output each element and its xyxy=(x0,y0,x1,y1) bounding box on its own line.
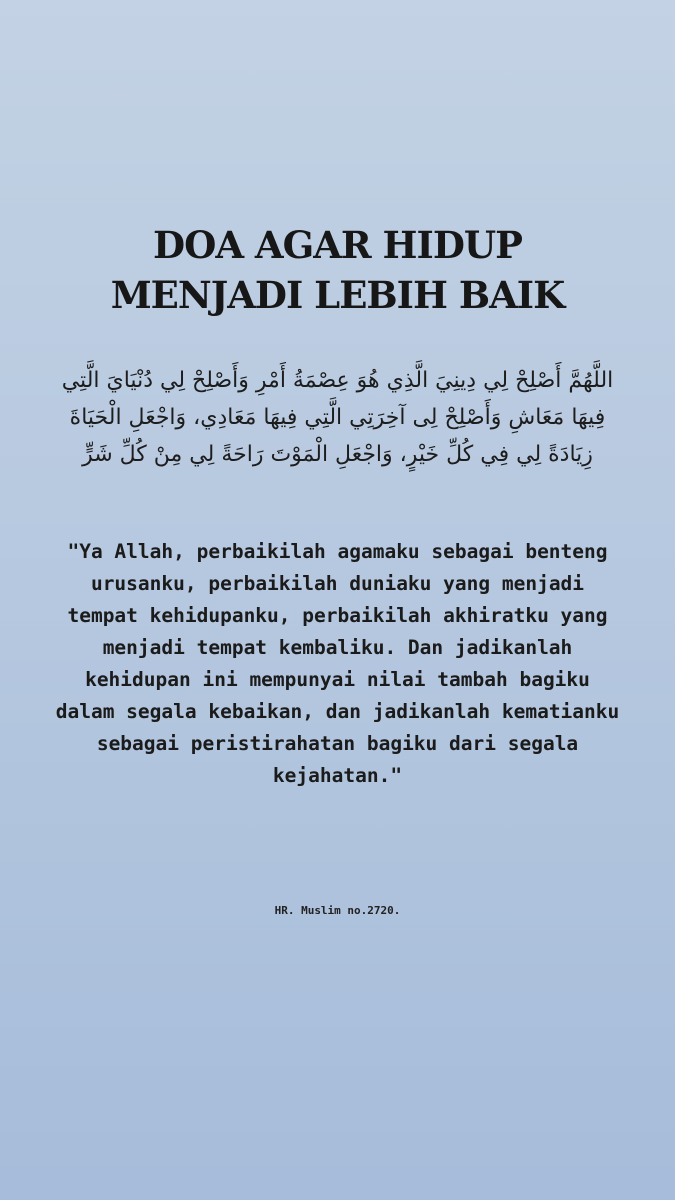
title-line-1: DOA AGAR HIDUP xyxy=(153,223,522,267)
hadith-source: HR. Muslim no.2720. xyxy=(274,904,401,917)
page-title xyxy=(0,220,675,320)
prayer-translation: "Ya Allah, perbaikilah agamaku sebagai benteng urusanku, perbaikilah duniaku yang menjadi tempat kehidupanku, perbaikilah akhiratku yang menjadi tempat kembaliku. Dan jadikanlah kehidupan ini mempunyai nilai tambah bagiku dalam segala kebaikan, dan jadikanlah kematianku sebagai peristirahatan bagiku dari segala kejahatan." xyxy=(55,540,620,787)
arabic-prayer-text: اللَّهُمَّ أَصْلِحْ لِي دِينِيَ الَّذِي هُوَ عِصْمَةُ أَمْرِ وَأَصْلِحْ لِي دُنْيَايَ الَّتِي فِيهَا مَعَاشِ وَأَصْلِحْ لِى آخِرَتِي الَّتِي فِيهَا مَعَادِي، وَاجْعَلِ الْحَيَاةَ زِيَادَةً لِي فِي كُلِّ خَيْرٍ، وَاجْعَلِ الْمَوْتَ رَاحَةً لِي مِنْ كُلِّ شَرٍّ xyxy=(61,368,614,467)
title-line-2: MENJADI LEBIH BAIK xyxy=(110,273,565,317)
